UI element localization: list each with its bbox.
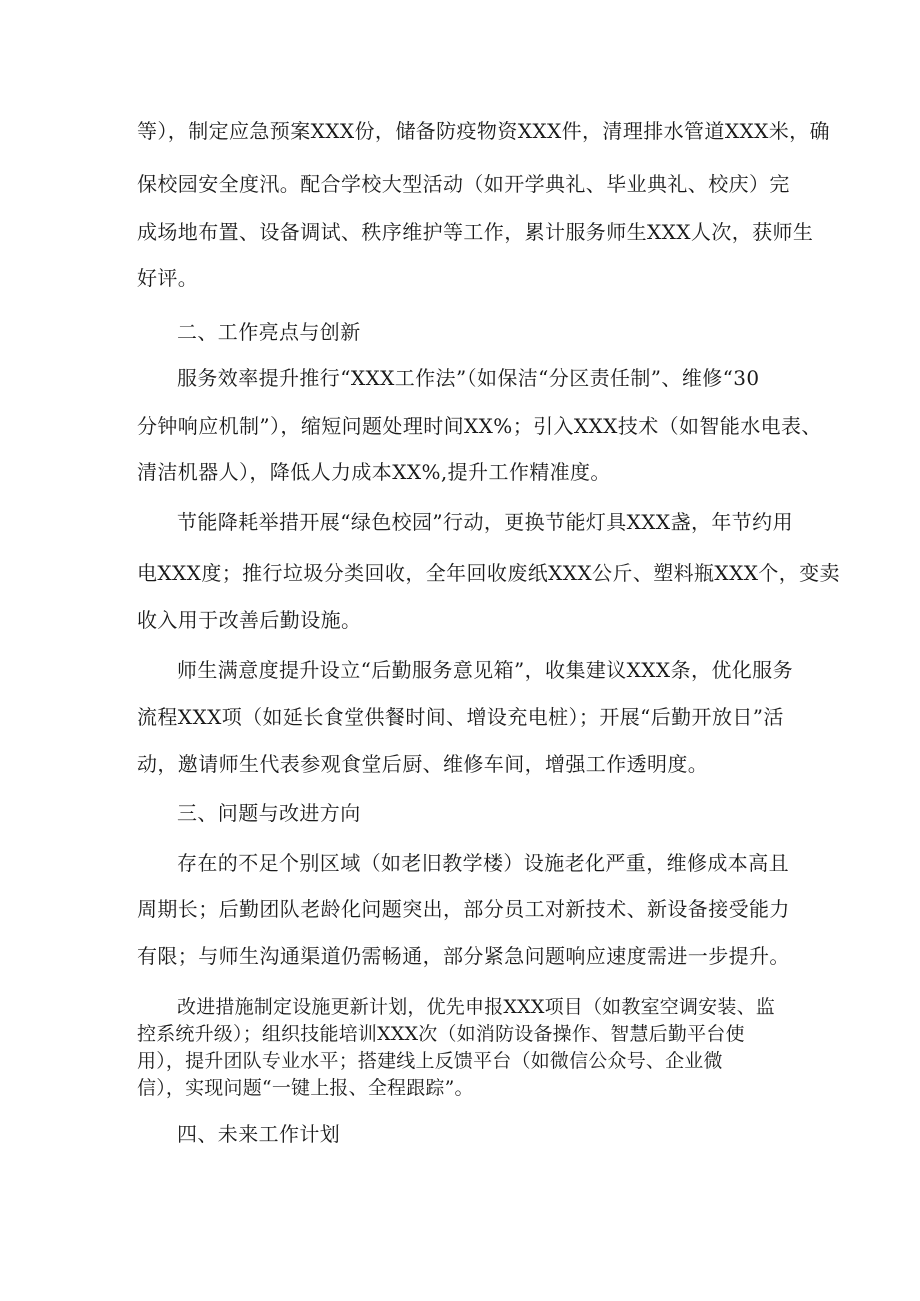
paragraph-line: 流程XXX项（如延长食堂供餐时间、增设充电桩）；开展“后勤开放日”活 (137, 705, 784, 729)
paragraph-line: 有限；与师生沟通渠道仍需畅通，部分紧急问题响应速度需进一步提升。 (137, 944, 790, 968)
section-heading: 三、问题与改进方向 (177, 801, 361, 825)
paragraph-line: 保校园安全度汛。配合学校大型活动（如开学典礼、毕业典礼、校庆）完 (137, 172, 790, 196)
section-heading: 二、工作亮点与创新 (177, 320, 361, 344)
paragraph-line: 控系统升级）；组织技能培训XXX次（如消防设备操作、智慧后勤平台使 (137, 1023, 745, 1045)
paragraph-line: 好评。 (137, 266, 199, 290)
paragraph-line: 分钟响应机制”），缩短问题处理时间XX%；引入XXX技术（如智能水电表、 (137, 414, 822, 438)
paragraph-line: 服务效率提升推行“XXX工作法”（如保洁“分区责任制”、维修“30 (177, 366, 760, 390)
paragraph-line: 用），提升团队专业水平；搭建线上反馈平台（如微信公众号、企业微 (137, 1050, 723, 1072)
paragraph-line: 存在的不足个别区域（如老旧教学楼）设施老化严重，维修成本高且 (177, 851, 789, 875)
paragraph-line: 等），制定应急预案XXX份，储备防疫物资XXX件，清理排水管道XXX米，确 (137, 119, 830, 143)
paragraph-line: 电XXX度；推行垃圾分类回收，全年回收废纸XXX公斤、塑料瓶XXX个，变卖 (137, 561, 840, 585)
paragraph-line: 动，邀请师生代表参观食堂后厨、维修车间，增强工作透明度。 (137, 752, 709, 776)
paragraph-line: 成场地布置、设备调试、秩序维护等工作，累计服务师生XXX人次，获师生 (137, 220, 814, 244)
paragraph-line: 师生满意度提升设立“后勤服务意见箱”，收集建议XXX条，优化服务 (177, 658, 793, 682)
paragraph-line: 信），实现问题“一键上报、全程跟踪”。 (137, 1077, 474, 1099)
paragraph-line: 周期长；后勤团队老龄化问题突出，部分员工对新技术、新设备接受能力 (137, 897, 790, 921)
paragraph-line: 改进措施制定设施更新计划，优先申报XXX项目（如教室空调安装、监 (177, 996, 775, 1018)
paragraph-line: 清洁机器人），降低人力成本XX%,提升工作精准度。 (137, 460, 611, 484)
paragraph-line: 节能降耗举措开展“绿色校园”行动，更换节能灯具XXX盏，年节约用 (177, 510, 793, 534)
section-heading: 四、未来工作计划 (177, 1122, 341, 1146)
paragraph-line: 收入用于改善后勤设施。 (137, 608, 362, 632)
